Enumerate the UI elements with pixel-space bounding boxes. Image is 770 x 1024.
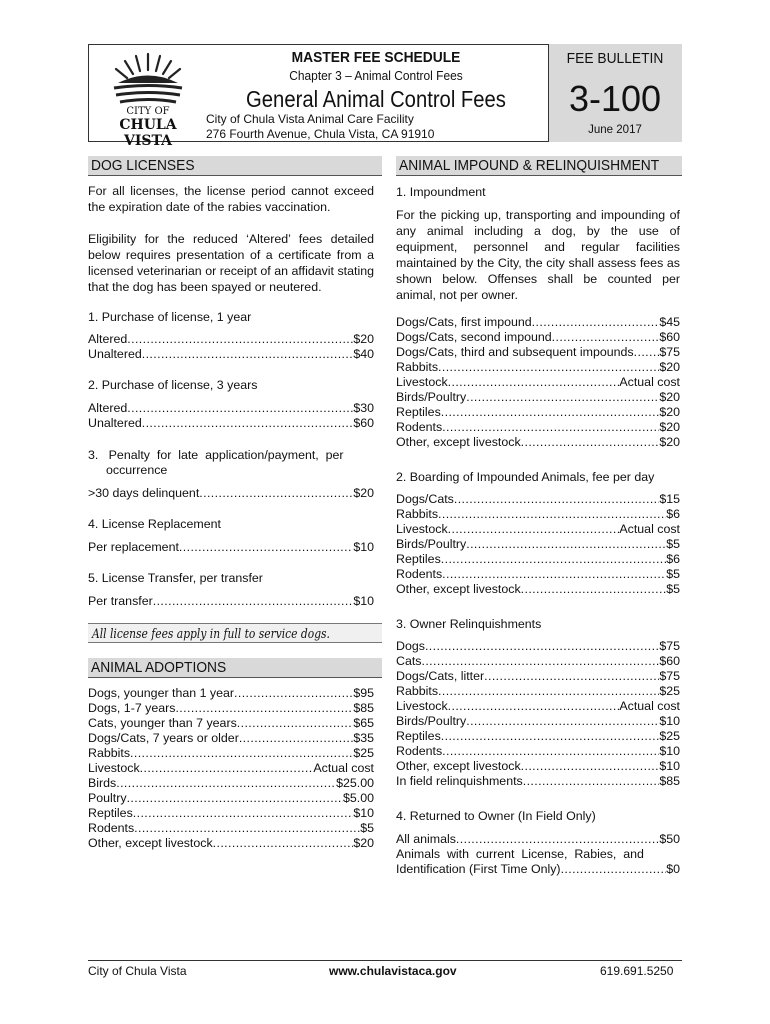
late-penalty-item: 3. Penalty for late application/payment, per <box>88 448 344 462</box>
license-3-year-item: 2. Purchase of license, 3 years <box>88 378 258 392</box>
fee-row <box>88 836 374 851</box>
fee-row <box>396 360 680 375</box>
fee-amount: $5 <box>360 821 374 835</box>
fee-amount: $85 <box>353 701 374 715</box>
fee-amount: $25 <box>659 684 680 698</box>
service-dog-note: All license fees apply in full to service dogs. <box>88 623 382 643</box>
fee-row <box>396 315 680 330</box>
fee-label: Rabbits <box>396 684 439 698</box>
fee-row: Per replacement ..... $10 <box>88 540 374 555</box>
returned-to-owner-fees <box>396 832 680 847</box>
fee-amount: $75 <box>659 669 680 683</box>
fee-label: Rodents <box>396 744 443 758</box>
boarding-item: 2. Boarding of Impounded Animals, fee per day <box>396 470 655 484</box>
fee-row <box>88 776 374 791</box>
fee-row <box>396 435 680 450</box>
fee-row <box>396 492 680 507</box>
fee-label: Dogs <box>396 639 425 653</box>
fee-label: Rabbits <box>88 746 131 760</box>
fee-amount: $6 <box>666 552 680 566</box>
schedule-title: MASTER FEE SCHEDULE <box>291 49 461 66</box>
fee-amount: $5 <box>666 582 680 596</box>
fee-label: Dogs/Cats <box>396 492 454 506</box>
fee-amount: $20 <box>659 405 680 419</box>
footer-phone: 619.691.5250 <box>600 964 674 978</box>
returned-to-owner-item: 4. Returned to Owner (In Field Only) <box>396 809 596 823</box>
fee-label: Rabbits <box>396 360 439 374</box>
altered-eligibility-paragraph: Eligibility for the reduced ‘Altered’ fees detailed below requires presentation of a certificate from a licensed veterinarian or receipt of an affidavit stating that the dog has been spayed or neutered. <box>88 232 374 294</box>
impound-fees <box>396 315 680 450</box>
fee-row: Per transfer ..... $10 <box>88 594 374 609</box>
chapter-title: Chapter 3 – Animal Control Fees <box>289 68 463 83</box>
fee-label: Birds <box>88 776 117 790</box>
fee-amount: $60 <box>659 330 680 344</box>
fee-row <box>88 806 374 821</box>
fee-amount: $35 <box>353 731 374 745</box>
fee-amount: $20 <box>353 836 374 850</box>
fee-label: Other, except livestock <box>88 836 213 850</box>
fee-amount: $5 <box>666 567 680 581</box>
fee-row <box>396 699 680 714</box>
fee-row <box>396 774 680 789</box>
fee-label: Dogs, 1-7 years <box>88 701 176 715</box>
license-period-paragraph: For all licenses, the license period cannot exceed the expiration date of the rabies vaccination. <box>88 184 374 214</box>
logo-city-of: CITY OF <box>126 106 170 117</box>
fee-label: Birds/Poultry <box>396 390 467 404</box>
fee-label: Reptiles <box>396 405 441 419</box>
fee-row <box>88 761 374 776</box>
fee-row <box>396 345 680 360</box>
returned-to-owner-condition: Animals with current License, Rabies, and <box>396 847 644 861</box>
fee-amount: $10 <box>659 759 680 773</box>
fee-amount: $25 <box>353 746 374 760</box>
fee-row <box>396 390 680 405</box>
fee-amount: Actual cost <box>619 699 680 713</box>
fee-row: >30 days delinquent ..... $20 <box>88 486 374 501</box>
fee-amount: $75 <box>659 639 680 653</box>
fee-row: Unaltered ..... $40 <box>88 347 374 362</box>
fee-amount: Actual cost <box>619 375 680 389</box>
fee-row: Altered ..... $30 <box>88 401 374 416</box>
license-replacement-fees <box>88 540 374 555</box>
impoundment-paragraph: For the picking up, transporting and impounding of any animal including a dog, by the use of equipment, personnel and regular facilities maintained by the City, the city shall assess fees as shown below. Offenses shall be counted per animal, not per owner. <box>396 208 680 302</box>
fee-label: Birds/Poultry <box>396 537 467 551</box>
fee-amount: $20 <box>659 435 680 449</box>
fee-row <box>396 729 680 744</box>
logo-chula-vista: CHULA VISTA <box>119 117 177 149</box>
fee-row <box>396 522 680 537</box>
bulletin-number: 3-100 <box>568 78 662 119</box>
late-penalty-fees <box>88 486 374 501</box>
fee-amount: $25 <box>659 729 680 743</box>
fee-row <box>396 405 680 420</box>
fee-amount: Actual cost <box>619 522 680 536</box>
license-transfer-item: 5. License Transfer, per transfer <box>88 571 263 585</box>
fee-amount: Actual cost <box>313 761 374 775</box>
city-logo <box>96 50 200 149</box>
fee-amount: $5.00 <box>342 791 374 805</box>
fee-row <box>88 746 374 761</box>
fee-amount: $6 <box>666 507 680 521</box>
fee-row <box>396 582 680 597</box>
fee-row <box>88 731 374 746</box>
fee-label: In field relinquishments <box>396 774 523 788</box>
fee-row <box>396 375 680 390</box>
fee-label: Rodents <box>88 821 135 835</box>
fee-label: Livestock <box>88 761 140 775</box>
animal-adoptions-heading: ANIMAL ADOPTIONS <box>88 658 382 678</box>
fee-label: Livestock <box>396 375 448 389</box>
fee-label: Reptiles <box>396 552 441 566</box>
bulletin-date: June 2017 <box>588 124 642 136</box>
fee-row <box>396 567 680 582</box>
dog-licenses-heading: DOG LICENSES <box>88 156 382 176</box>
fee-row <box>396 759 680 774</box>
fee-row <box>396 639 680 654</box>
fee-label: Livestock <box>396 522 448 536</box>
fee-amount: $20 <box>659 420 680 434</box>
fee-row: All animals ..... $50 <box>396 832 680 847</box>
fee-row <box>396 714 680 729</box>
fee-amount: $65 <box>353 716 374 730</box>
fee-row <box>396 330 680 345</box>
fee-amount: $95 <box>353 686 374 700</box>
fee-row <box>396 684 680 699</box>
license-3-year-fees <box>88 401 374 431</box>
fee-row <box>88 791 374 806</box>
license-replacement-item: 4. License Replacement <box>88 517 221 531</box>
fee-label: Dogs/Cats, first impound <box>396 315 532 329</box>
fee-label: Dogs/Cats, 7 years or older <box>88 731 239 745</box>
fee-amount: $45 <box>659 315 680 329</box>
fee-row <box>88 716 374 731</box>
fee-row <box>396 669 680 684</box>
facility-name: City of Chula Vista Animal Care Facility <box>206 112 414 126</box>
footer-city: City of Chula Vista <box>88 964 187 978</box>
relinquishment-fees <box>396 639 680 789</box>
fee-label: Dogs/Cats, second impound <box>396 330 552 344</box>
fee-label: Reptiles <box>396 729 441 743</box>
license-1-year-fees <box>88 332 374 362</box>
license-1-year-item: 1. Purchase of license, 1 year <box>88 310 252 324</box>
fee-row: Unaltered ..... $60 <box>88 416 374 431</box>
fee-row <box>88 686 374 701</box>
fee-amount: $20 <box>659 390 680 404</box>
impoundment-item: 1. Impoundment <box>396 185 486 199</box>
fee-row <box>396 744 680 759</box>
fee-row <box>88 821 374 836</box>
fee-amount: $85 <box>659 774 680 788</box>
fee-label: Other, except livestock <box>396 759 521 773</box>
fee-label: Other, except livestock <box>396 435 521 449</box>
fee-row <box>396 654 680 669</box>
fee-label: Cats <box>396 654 422 668</box>
fee-amount: $10 <box>353 806 374 820</box>
fee-label: Cats, younger than 7 years <box>88 716 237 730</box>
fee-label: Reptiles <box>88 806 133 820</box>
fee-row <box>396 420 680 435</box>
fee-label: Birds/Poultry <box>396 714 467 728</box>
returned-to-owner-fees-2 <box>396 862 680 877</box>
fee-amount: $10 <box>659 744 680 758</box>
fee-label: Dogs/Cats, third and subsequent impounds <box>396 345 634 359</box>
fee-amount: $75 <box>659 345 680 359</box>
fee-label: Poultry <box>88 791 127 805</box>
adoption-fees <box>88 686 374 851</box>
fee-amount: $15 <box>659 492 680 506</box>
fee-row <box>396 552 680 567</box>
page-title: General Animal Control Fees <box>246 86 506 112</box>
footer-rule <box>88 960 682 961</box>
fee-amount: $10 <box>659 714 680 728</box>
fee-label: Other, except livestock <box>396 582 521 596</box>
fee-label: Dogs, younger than 1 year <box>88 686 235 700</box>
fee-amount: $5 <box>666 537 680 551</box>
fee-amount: $25.00 <box>336 776 374 790</box>
bulletin-label: FEE BULLETIN <box>566 50 664 67</box>
fee-row <box>396 537 680 552</box>
license-transfer-fees <box>88 594 374 609</box>
fee-label: Livestock <box>396 699 448 713</box>
facility-address: 276 Fourth Avenue, Chula Vista, CA 91910 <box>206 127 435 141</box>
fee-amount: $20 <box>659 360 680 374</box>
fee-row <box>88 701 374 716</box>
boarding-fees <box>396 492 680 597</box>
late-penalty-item-cont: occurrence <box>106 463 168 477</box>
fee-label: Rodents <box>396 567 443 581</box>
impound-heading: ANIMAL IMPOUND & RELINQUISHMENT <box>396 156 682 176</box>
fee-label: Rabbits <box>396 507 439 521</box>
fee-label: Dogs/Cats, litter <box>396 669 485 683</box>
fee-row: Identification (First Time Only) ..... $0 <box>396 862 680 877</box>
fee-row: Altered ..... $20 <box>88 332 374 347</box>
fee-amount: $60 <box>659 654 680 668</box>
relinquishment-item: 3. Owner Relinquishments <box>396 617 542 631</box>
fee-row <box>396 507 680 522</box>
footer-website[interactable]: www.chulavistaca.gov <box>329 964 457 978</box>
fee-label: Rodents <box>396 420 443 434</box>
